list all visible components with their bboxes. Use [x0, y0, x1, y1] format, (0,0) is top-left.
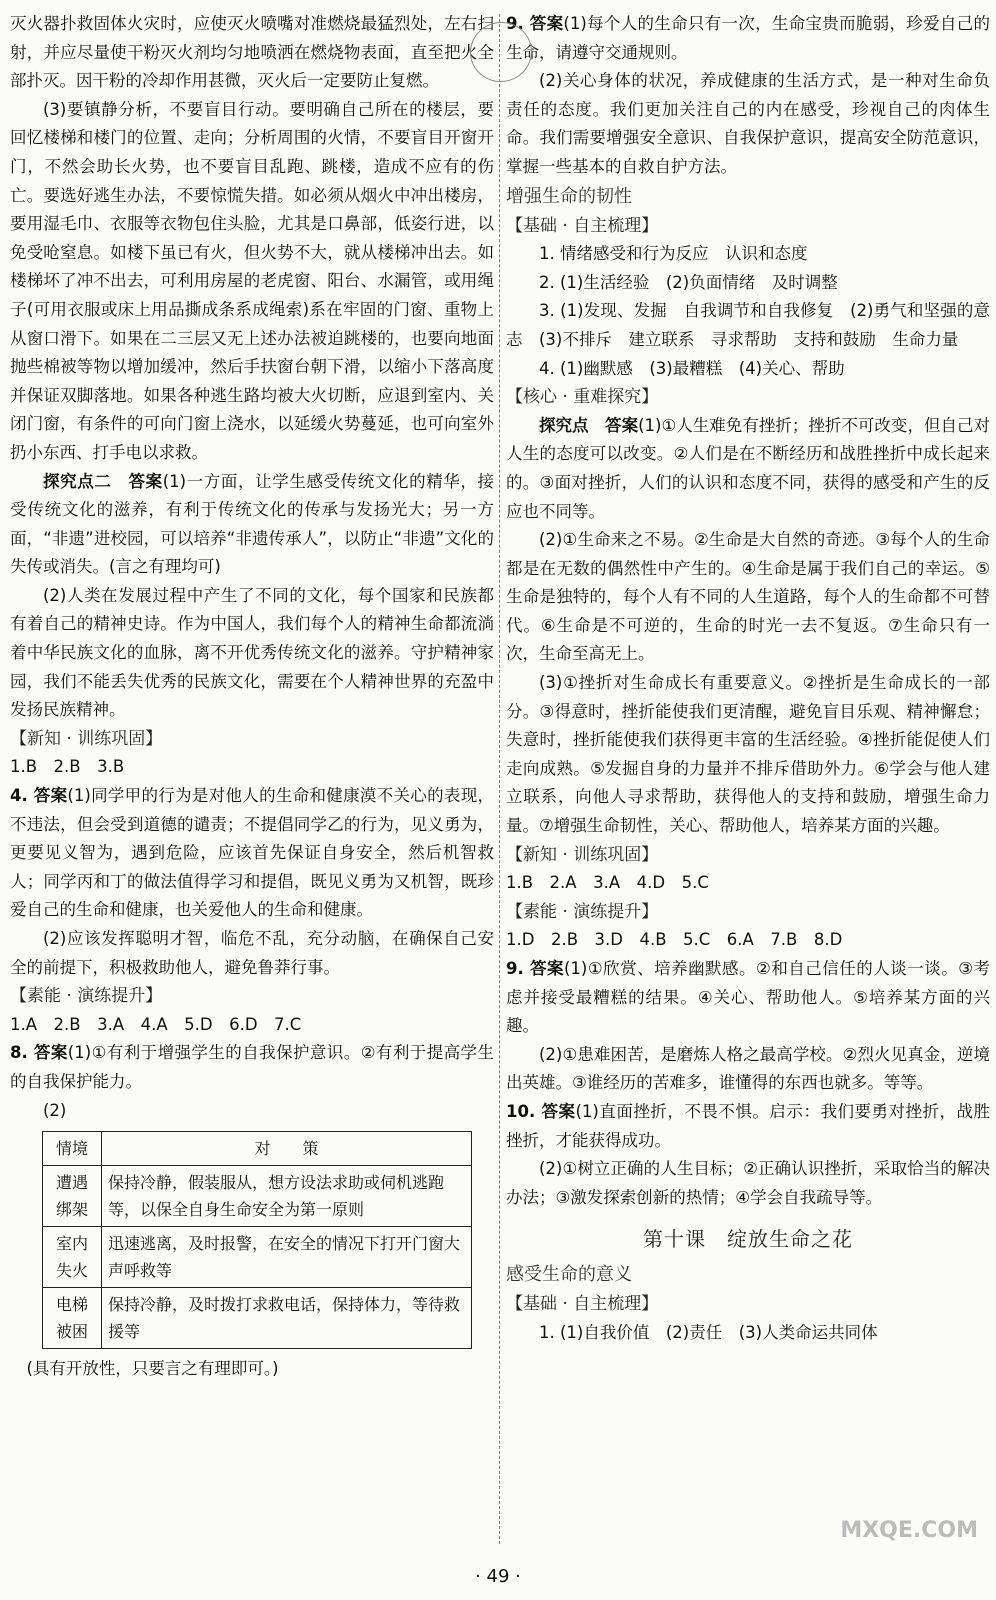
- jichu-item-2: 2. (1)生活经验 (2)负面情绪 及时调整: [539, 272, 838, 292]
- tanjiu-answer-3: (3)①挫折对生命成长有重要意义。②挫折是生命成长的一部分。③得意时，挫折能使我们更清醒，避免盲目乐观、精神懈怠；失意时，挫折能使我们获得更丰富的生活经验。④挫折能促使人们走向成熟。⑤发掘自身的力量并不排斥借助外力。⑥学会与他人建立联系，向他人寻求帮助，获得他人的支持和鼓励，增强生命力量。⑦增强生命韧性，关心、帮助他人，培养某方面的兴趣。: [506, 673, 990, 836]
- table-row: [43, 1166, 472, 1227]
- table-cell-situation: 遭遇绑架: [43, 1166, 102, 1227]
- table-header-situation: 情境: [43, 1132, 102, 1166]
- tanjiu2-answer-1: [10, 468, 494, 582]
- section-header-jichu-2: 【基础 · 自主梳理】: [506, 1294, 659, 1315]
- table-cell-strategy: 迅速逃离，及时报警，在安全的情况下打开门窗大声呼救等: [102, 1227, 472, 1288]
- table-cell-strategy: 保持冷静，及时拨打求救电话，保持体力，等待救援等: [102, 1288, 472, 1349]
- q9b-text-1: (1)①欣赏、培养幽默感。②和自己信任的人谈一谈。③考虑并接受最糟糕的结果。④关心、帮助他人。⑤培养某方面的兴趣。: [506, 959, 990, 1036]
- strategy-table: [42, 1131, 472, 1349]
- tanjiu2-text-1: (1)一方面，让学生感受传统文化的精华，接受传统文化的滋养，有利于传统文化的传承与发扬光大；另一方面，“非遗”进校园，可以培养“非遗传承人”，以防止“非遗”文化的失传或消失。(言之有理均可): [10, 471, 495, 577]
- q10-text-1: (1)直面挫折，不畏不惧。启示：我们要勇对挫折，战胜挫折，才能获得成功。: [506, 1101, 990, 1150]
- tanjiu-answer-1: [506, 412, 990, 526]
- jichu-item-3: 3. (1)发现、发掘 自我调节和自我修复 (2)勇气和坚强的意志 (3)不排斥 建立联系 寻求帮助 支持和鼓励 生命力量: [506, 301, 990, 349]
- jichu-item-4: 4. (1)幽默感 (3)最糟糕 (4)关心、帮助: [539, 358, 845, 378]
- table-header-strategy: 对 策: [102, 1132, 472, 1166]
- q8-label: 8. 答案: [10, 1043, 68, 1063]
- q4-answer-1: [10, 782, 494, 925]
- section-header-xinzhi: 【新知 · 训练巩固】: [10, 728, 163, 749]
- section-header-jichu: 【基础 · 自主梳理】: [506, 215, 659, 236]
- q9-text-1: (1)每个人的生命只有一次，生命宝贵而脆弱，珍爱自己的生命，请遵守交通规则。: [506, 14, 991, 62]
- table-cell-situation: 电梯被困: [43, 1288, 102, 1349]
- xinzhi-answers: 1.B 2.B 3.B: [10, 757, 125, 777]
- q9b-label: 9. 答案: [506, 959, 564, 978]
- table-cell-situation: 室内失火: [43, 1227, 102, 1288]
- q9b-answer-1: [506, 955, 990, 1041]
- subsection-title-2: 感受生命的意义: [506, 1264, 632, 1286]
- left-escape-paragraph: (3)要镇静分析，不要盲目行动。要明确自己所在的楼层，要回忆楼梯和楼门的位置、走向；分析周围的火情，不要盲目开窗开门，不然会助长火势，也不要盲目乱跑、跳楼，造成不应有的伤亡。要选好逃生办法，不要惊慌失措。如必须从烟火中冲出楼房，要用湿毛巾、衣服等衣物包住头脸，尤其是口鼻部，低姿行进，以免受呛窒息。如楼下虽已有火，但火势不大，就从楼梯冲出去。如楼梯坏了冲不出去，可利用房屋的老虎窗、阳台、水漏管，或用绳子(可用衣服或床上用品撕成条系成绳索)系在牢固的门窗、重物上从窗口滑下。如果在二三层又无上述办法被迫跳楼的，也要向地面抛些棉被等物以增加缓冲，然后手扶窗台朝下滑，以缩小下落高度并保证双脚落地。如果各种逃生路均被大火切断，应退到室内、关闭门窗，有条件的可向门窗上浇水，以延缓火势蔓延，也可向室外扔小东西、打手电以求救。: [10, 99, 494, 462]
- lesson-title: 第十课 绽放生命之花: [643, 1227, 853, 1252]
- q9-answer-2: (2)关心身体的状况，养成健康的生活方式，是一种对生命负责任的态度。我们更加关注自己的内在感受，珍视自己的肉体生命。我们需要增强安全意识、自我保护意识，提高安全防范意识，掌握一些基本的自救自护方法。: [506, 71, 990, 176]
- left-column: [10, 10, 494, 1384]
- jichu-item-1: 1. 情绪感受和行为反应 认识和态度: [539, 244, 808, 264]
- q9-answer-1: [506, 10, 990, 67]
- watermark: MXQE.COM: [840, 1518, 978, 1543]
- left-continued-paragraph: 灭火器扑救固体火灾时，应使灭火喷嘴对准燃烧最猛烈处，左右扫射，并应尽量使干粉灭火剂均匀地喷洒在燃烧物表面，直至把火全部扑灭。因干粉的冷却作用甚微，灭火后一定要防止复燃。: [10, 14, 494, 91]
- q10-answer-1: [506, 1098, 990, 1155]
- table-header-row: [43, 1132, 472, 1166]
- q10-label: 10. 答案: [506, 1101, 576, 1121]
- table-note: (具有开放性，只要言之有理即可。): [26, 1359, 279, 1379]
- q4-text-1: (1)同学甲的行为是对他人的生命和健康漠不关心的表现，不违法，但会受到道德的谴责；不提倡同学乙的行为，见义勇为，更要见义智为，遇到危险，应该首先保证自身安全，然后机智救人；同学丙和丁的做法值得学习和提倡，既见义勇为又机智，既珍爱自己的生命和健康，也关爱他人的生命和健康。: [10, 786, 495, 920]
- tanjiu2-answer-2: (2)人类在发展过程中产生了不同的文化，每个国家和民族都有着自己的精神史诗。作为中国人，我们每个人的精神生命都流淌着中华民族文化的血脉，离不开优秀传统文化的滋养。守护精神家园，我们不能丢失优秀的民族文化，需要在个人精神世界的充盈中发扬民族精神。: [10, 585, 494, 720]
- table-row: [43, 1227, 472, 1288]
- jichu2-item-1: 1. (1)自我价值 (2)责任 (3)人类命运共同体: [539, 1322, 878, 1342]
- section-header-hexin: 【核心 · 重难探究】: [506, 387, 659, 408]
- suneng-answers-2: 1.D 2.B 3.D 4.B 5.C 6.A 7.B 8.D: [506, 930, 843, 950]
- right-column: [506, 10, 990, 1348]
- q4-answer-2: (2)应该发挥聪明才智，临危不乱，充分动脑，在确保自己安全的前提下，积极救助他人，避免鲁莽行事。: [10, 929, 494, 977]
- q9-label: 9. 答案: [506, 14, 564, 33]
- q10-answer-2: (2)①树立正确的人生目标；②正确认识挫折，采取恰当的解决办法；③激发探索创新的热情；④学会自我疏导等。: [506, 1159, 990, 1207]
- q4-label: 4. 答案: [10, 786, 68, 806]
- tanjiu-label: 探究点 答案: [539, 415, 639, 435]
- q8-answer-1: [10, 1039, 494, 1096]
- suneng-answers: 1.A 2.B 3.A 4.A 5.D 6.D 7.C: [10, 1014, 302, 1034]
- q8-text-1: (1)①有利于增强学生的自我保护意识。②有利于提高学生的自我保护能力。: [10, 1043, 494, 1091]
- table-row: [43, 1288, 472, 1349]
- section-header-suneng-2: 【素能 · 演练提升】: [506, 901, 659, 922]
- xinzhi-answers-2: 1.B 2.A 3.A 4.D 5.C: [506, 873, 709, 893]
- section-header-suneng: 【素能 · 演练提升】: [10, 986, 163, 1007]
- tanjiu-answer-2: (2)①生命来之不易。②生命是大自然的奇迹。③每个人的生命都是在无数的偶然性中产生的。④生命是属于我们自己的幸运。⑤生命是独特的，每个人有不同的人生道路，每个人的生命都不可替代。⑥生命是不可逆的，生命的时光一去不复返。⑦生命只有一次，生命至高无上。: [506, 530, 990, 664]
- table-cell-strategy: 保持冷静，假装服从，想方设法求助或伺机逃跑等，以保全自身生命安全为第一原则: [102, 1166, 472, 1227]
- section-header-xinzhi-2: 【新知 · 训练巩固】: [506, 844, 659, 865]
- tanjiu2-label: 探究点二 答案: [43, 471, 163, 491]
- subsection-title: 增强生命的韧性: [506, 185, 632, 207]
- column-divider: [499, 14, 500, 1544]
- q8-answer-2: (2): [43, 1100, 67, 1120]
- q9b-answer-2: (2)①患难困苦，是磨炼人格之最高学校。②烈火见真金，逆境出英雄。③谁经历的苦难多，谁懂得的东西也就多。等等。: [506, 1044, 990, 1093]
- tanjiu-text-1: (1)①人生难免有挫折；挫折不可改变，但自己对人生的态度可以改变。②人们是在不断经历和战胜挫折中成长起来的。③面对挫折，人们的认识和态度不同，获得的感受和产生的反应也不同等。: [506, 415, 990, 521]
- page-number: · 49 ·: [475, 1566, 521, 1587]
